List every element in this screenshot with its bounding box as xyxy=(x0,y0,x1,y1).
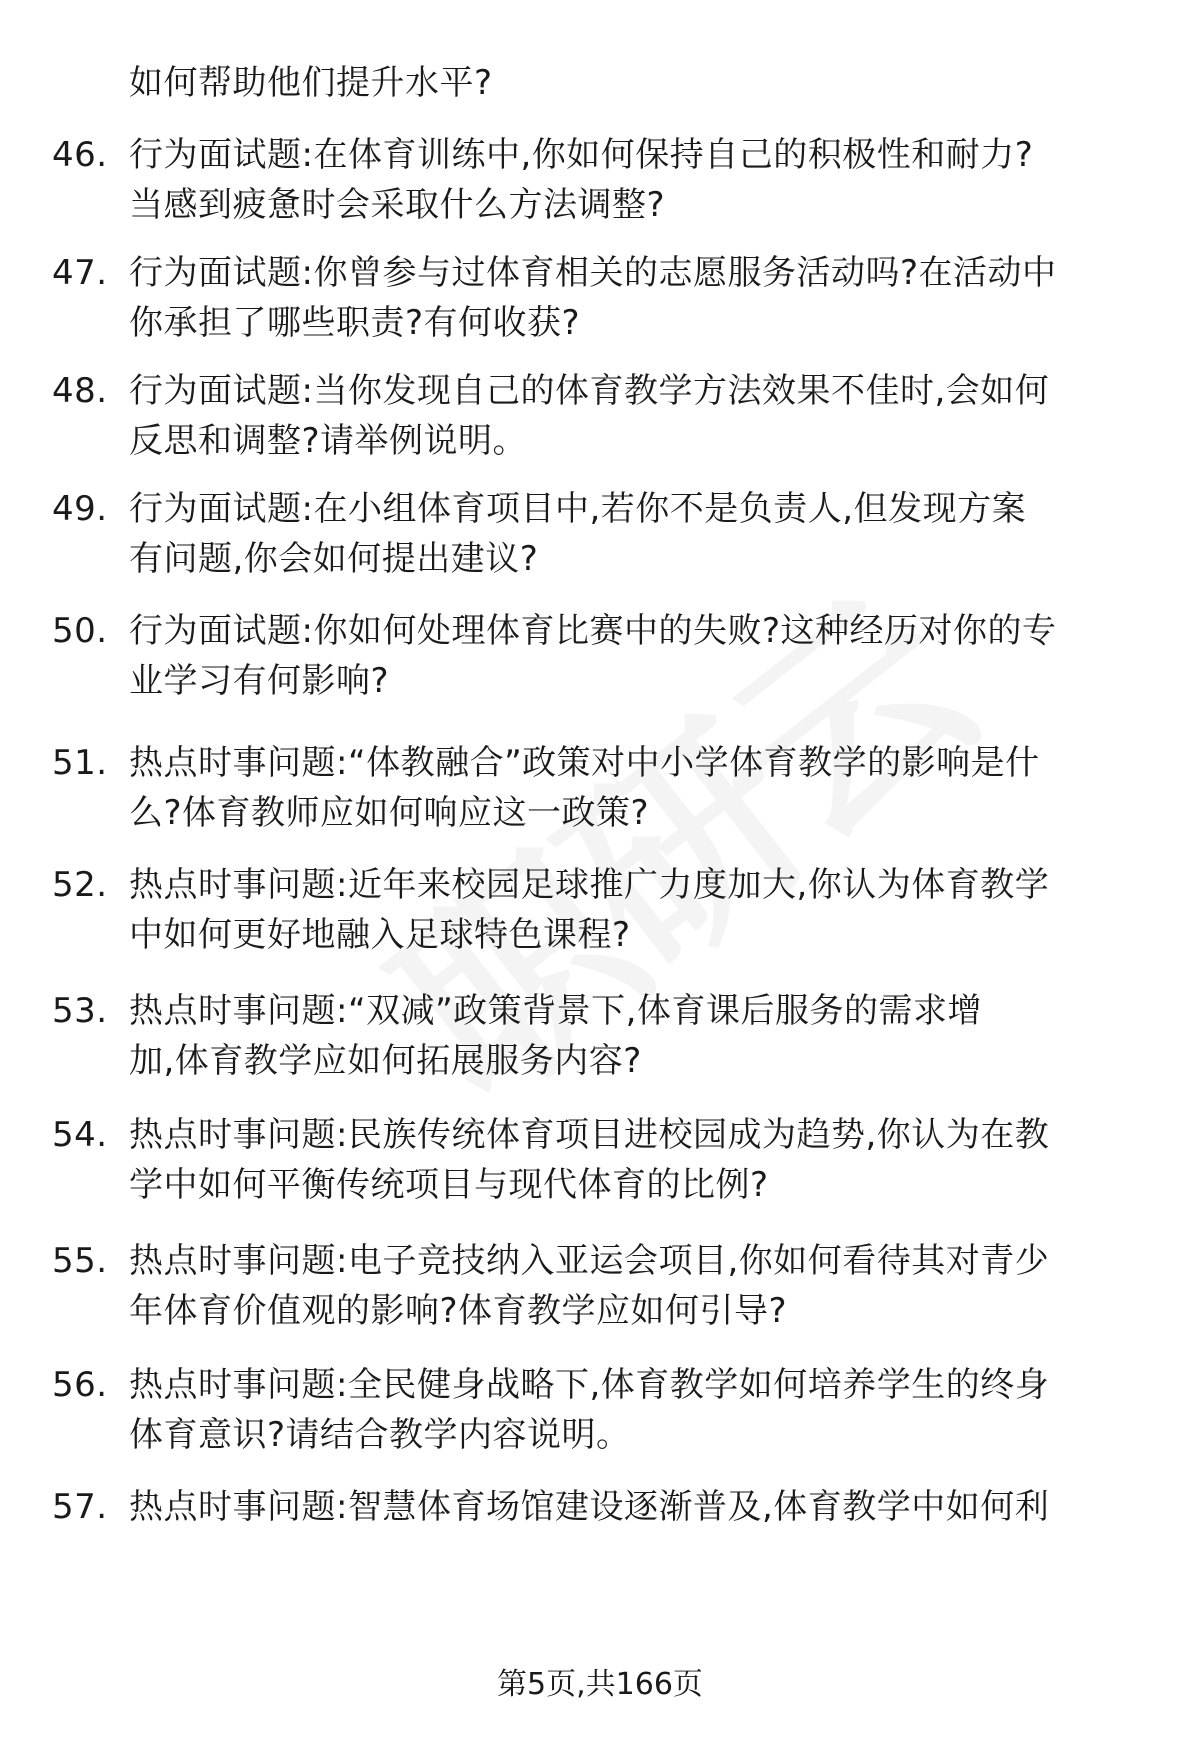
question-number: 50. xyxy=(52,611,108,651)
question-item xyxy=(52,484,1152,594)
question-text: 热点时事问题:近年来校园足球推广力度加大,你认为体育教学 中如何更好地融入足球特色课程? xyxy=(129,865,1050,955)
question-item xyxy=(52,248,1152,358)
question-text: 热点时事问题:“体教融合”政策对中小学体育教学的影响是什 么?体育教师应如何响应这一政策? xyxy=(129,743,1040,833)
question-text: 热点时事问题:“双减”政策背景下,体育课后服务的需求增 加,体育教学应如何拓展服务内容? xyxy=(129,991,982,1081)
question-item xyxy=(52,1236,1152,1346)
question-item xyxy=(52,1482,1152,1592)
question-item xyxy=(52,130,1152,240)
question-text: 行为面试题:你如何处理体育比赛中的失败?这种经历对你的专 业学习有何影响? xyxy=(129,611,1057,701)
question-item xyxy=(52,738,1152,848)
question-number: 57. xyxy=(52,1487,108,1527)
question-item xyxy=(52,860,1152,970)
question-item xyxy=(52,1110,1152,1220)
question-number: 53. xyxy=(52,991,108,1031)
question-text: 行为面试题:你曾参与过体育相关的志愿服务活动吗?在活动中 你承担了哪些职责?有何收获? xyxy=(129,253,1057,343)
question-text: 热点时事问题:全民健身战略下,体育教学如何培养学生的终身 体育意识?请结合教学内容说明。 xyxy=(129,1365,1050,1455)
question-item xyxy=(52,1360,1152,1470)
question-number: 55. xyxy=(52,1241,108,1281)
question-text: 热点时事问题:民族传统体育项目进校园成为趋势,你认为在教 学中如何平衡传统项目与现代体育的比例? xyxy=(129,1115,1050,1205)
question-text: 行为面试题:当你发现自己的体育教学方法效果不佳时,会如何 反思和调整?请举例说明。 xyxy=(129,371,1050,461)
continuation-text: 如何帮助他们提升水平? xyxy=(129,63,493,103)
question-text: 热点时事问题:电子竞技纳入亚运会项目,你如何看待其对青少 年体育价值观的影响?体育教学应如何引导? xyxy=(129,1241,1050,1331)
question-text: 行为面试题:在小组体育项目中,若你不是负责人,但发现方案 有问题,你会如何提出建议? xyxy=(129,489,1027,579)
page-footer: 第5页,共166页 xyxy=(497,1667,703,1702)
question-number: 46. xyxy=(52,135,108,175)
question-number: 54. xyxy=(52,1115,108,1155)
question-text: 行为面试题:在体育训练中,你如何保持自己的积极性和耐力? 当感到疲惫时会采取什么方法调整? xyxy=(129,135,1034,225)
question-item xyxy=(52,606,1152,716)
question-number: 49. xyxy=(52,489,108,529)
question-item xyxy=(52,366,1152,476)
question-item xyxy=(52,986,1152,1096)
question-number: 48. xyxy=(52,371,108,411)
question-number: 47. xyxy=(52,253,108,293)
question-number: 51. xyxy=(52,743,108,783)
question-text: 热点时事问题:智慧体育场馆建设逐渐普及,体育教学中如何利 xyxy=(129,1487,1050,1527)
question-number: 52. xyxy=(52,865,108,905)
question-number: 56. xyxy=(52,1365,108,1405)
